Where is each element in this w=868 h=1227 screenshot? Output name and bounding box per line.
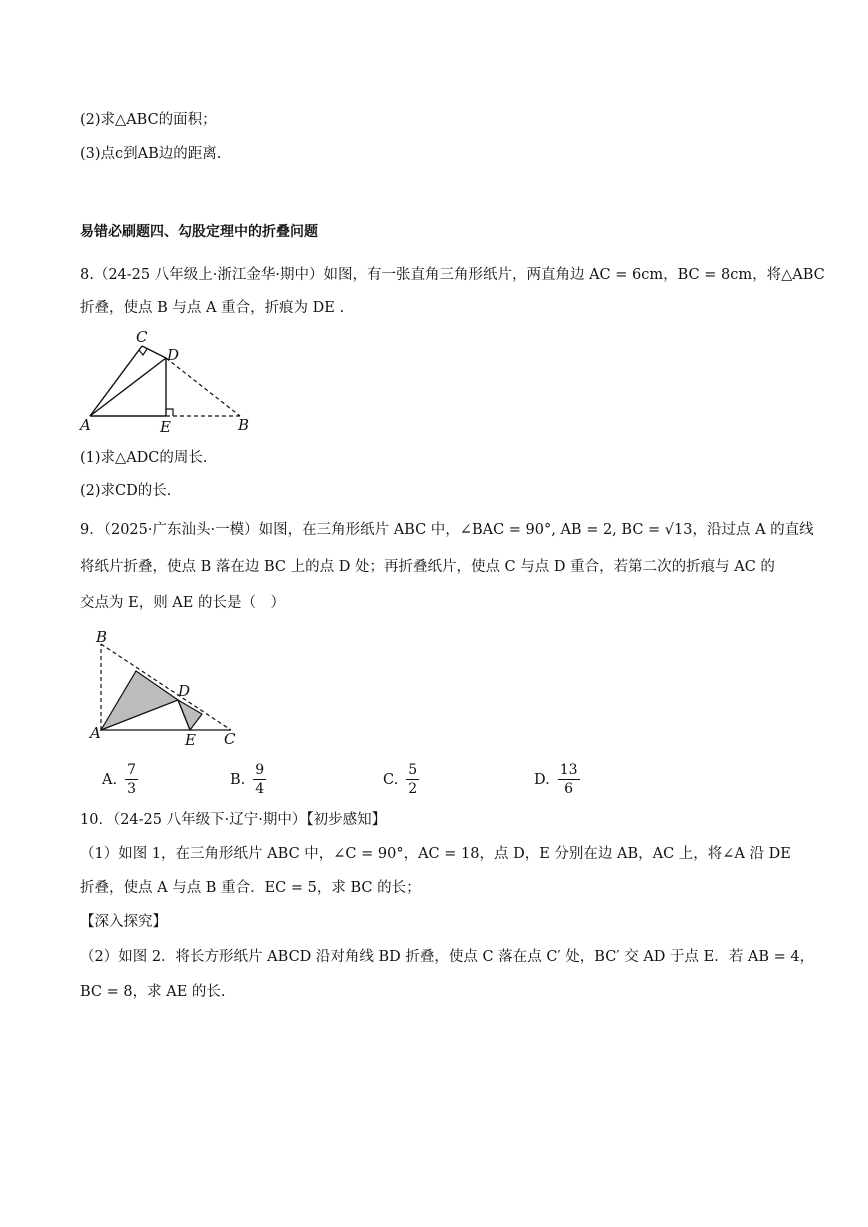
option-d-numerator: 13	[559, 762, 578, 778]
question-10-line-5: （2）如图 2．将长方形纸片 ABCD 沿对角线 BD 折叠，使点 C 落在点 C′ 处，BC′ 交 AD 于点 E．若 AB = 4，	[80, 949, 815, 965]
option-b	[230, 762, 266, 797]
option-c-numerator: 5	[408, 762, 418, 778]
question-10-line-3: 折叠，使点 A 与点 B 重合．EC = 5，求 BC 的长；	[80, 880, 421, 896]
option-b-fraction	[253, 762, 266, 797]
label-a: A	[80, 416, 91, 434]
question-10-line-1: 10．（24-25 八年级下·辽宁·期中）【初步感知】	[80, 812, 387, 828]
question-7-part-3: (3)点c到AB边的距离.	[80, 146, 222, 162]
question-9-line-1: 9．（2025·广东汕头·一模）如图，在三角形纸片 ABC 中，∠BAC = 90°, AB = 2, BC = √13，沿过点 A 的直线	[80, 522, 814, 538]
right-angle-mark-c	[139, 349, 147, 355]
question-10-subheading: 【深入探究】	[80, 914, 167, 930]
label-e: E	[185, 731, 196, 748]
option-a-letter: A.	[102, 771, 118, 788]
option-a-numerator: 7	[127, 762, 137, 778]
option-d-fraction	[558, 762, 580, 797]
option-d-denominator: 6	[564, 781, 574, 797]
label-b: B	[238, 416, 250, 434]
label-b: B	[96, 630, 108, 646]
label-a: A	[90, 724, 101, 742]
option-b-numerator: 9	[255, 762, 265, 778]
segment-ad	[90, 358, 166, 416]
option-b-denominator: 4	[255, 781, 265, 797]
option-c-denominator: 2	[408, 781, 418, 797]
figure-question-9	[88, 630, 246, 748]
question-7-part-2: (2)求△ABC的面积；	[80, 112, 217, 128]
label-e: E	[160, 418, 171, 436]
right-angle-mark-e	[166, 409, 173, 416]
label-d: D	[167, 346, 180, 364]
shaded-triangle-dce	[178, 700, 202, 730]
option-a-fraction	[125, 762, 138, 797]
question-8-line-1: 8.（24-25 八年级上·浙江金华·期中）如图，有一张直角三角形纸片，两直角边 AC = 6cm，BC = 8cm，将△ABC	[80, 267, 825, 283]
question-9-line-2: 将纸片折叠，使点 B 落在边 BC 上的点 D 处；再折叠纸片，使点 C 与点 D 重合，若第二次的折痕与 AC 的	[80, 559, 775, 575]
option-d-letter: D.	[534, 771, 550, 788]
option-c-letter: C.	[383, 771, 399, 788]
option-d	[534, 762, 580, 797]
option-c	[383, 762, 419, 797]
option-b-letter: B.	[230, 771, 246, 788]
option-a-denominator: 3	[127, 781, 137, 797]
question-8-part-2: (2)求CD的长.	[80, 483, 172, 499]
label-c: C	[224, 730, 236, 748]
figure-question-8	[76, 326, 262, 438]
shaded-triangle-abd	[101, 671, 178, 730]
question-9-line-3: 交点为 E，则 AE 的长是（ ）	[80, 595, 285, 611]
question-8-part-1: (1)求△ADC的周长.	[80, 450, 208, 466]
label-d: D	[178, 682, 191, 700]
question-8-line-2: 折叠，使点 B 与点 A 重合，折痕为 DE .	[80, 300, 345, 316]
section-heading: 易错必刷题四、勾股定理中的折叠问题	[80, 224, 318, 240]
label-c: C	[136, 328, 148, 346]
option-c-fraction	[406, 762, 419, 797]
segment-ac	[90, 346, 142, 416]
question-10-line-6: BC = 8，求 AE 的长.	[80, 984, 226, 1000]
question-10-line-2: （1）如图 1，在三角形纸片 ABC 中，∠C = 90°，AC = 18，点 D，E 分别在边 AB，AC 上，将∠A 沿 DE	[80, 846, 791, 862]
segment-db-dashed	[166, 358, 240, 416]
option-a	[102, 762, 138, 797]
